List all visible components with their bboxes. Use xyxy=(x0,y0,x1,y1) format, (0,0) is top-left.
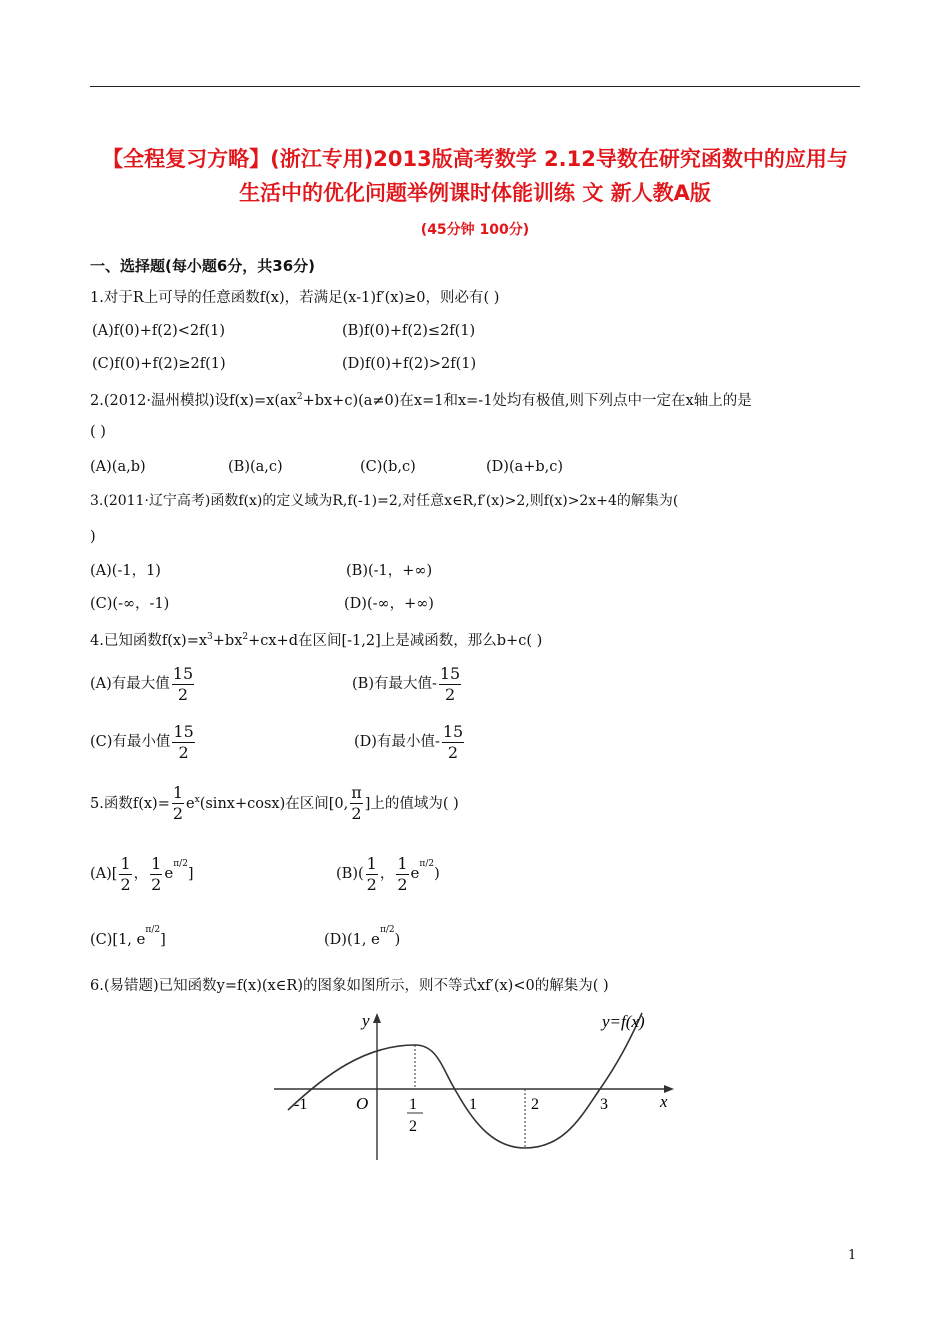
q1-stem: 1.对于R上可导的任意函数f(x)，若满足(x-1)f′(x)≥0，则必有( ) xyxy=(90,290,500,306)
q1-option-c: (C)f(0)+f(2)≥2f(1) xyxy=(92,356,226,372)
tick-label-1: 1 xyxy=(469,1096,477,1113)
x-axis-label: x xyxy=(660,1092,668,1111)
origin-label: O xyxy=(356,1094,369,1113)
q1-option-a: (A)f(0)+f(2)<2f(1) xyxy=(92,323,226,339)
q2-option-b: (B)(a,c) xyxy=(228,459,283,475)
q5-option-c: (C)[1, $e^{\pi/2}$] xyxy=(90,925,166,948)
q2-option-a: (A)(a,b) xyxy=(90,459,146,475)
q3-option-b: (B)(-1，+∞) xyxy=(346,563,433,579)
q1-option-b: (B)f(0)+f(2)≤2f(1) xyxy=(342,323,476,339)
fraction-15-over-2: $\frac{15}{2}$ xyxy=(173,721,194,762)
q3-option-c: (C)(-∞，-1) xyxy=(90,596,170,612)
q3-stem-continued: ) xyxy=(90,529,96,545)
q2-option-d: (D)(a+b,c) xyxy=(486,459,564,475)
q2-option-c: (C)(b,c) xyxy=(360,459,416,475)
q4-option-d: (D)有最小值- $\frac{15}{2}$ xyxy=(354,721,464,762)
tick-label-half-den: 2 xyxy=(409,1118,417,1135)
tick-label-2: 2 xyxy=(531,1096,539,1113)
tick-label-neg1: -1 xyxy=(294,1096,308,1113)
fraction-15-over-2: $\frac{15}{2}$ xyxy=(439,663,461,704)
subtitle: (45分钟 100分) xyxy=(420,222,530,238)
q4-option-b: (B)有最大值- $\frac{15}{2}$ xyxy=(352,663,461,704)
title-line-1: 【全程复习方略】(浙江专用)2013版高考数学 2.12导数在研究函数中的应用与 xyxy=(102,147,848,171)
q2-stem: 2.(2012·温州模拟)设$f(x)=x(ax^2+bx+c)(a\ne 0)$在x=1和x=-1处均有极值,则下列点中一定在x轴上的是 xyxy=(90,392,752,409)
tick-label-half-num: 1 xyxy=(409,1096,417,1113)
page-number: 1 xyxy=(848,1248,857,1263)
q5-option-a: (A)[ $\frac{1}{2}$ ， $\frac{1}{2}$ $e^{\pi/2}$] xyxy=(90,853,194,894)
q1-option-d: (D)f(0)+f(2)>2f(1) xyxy=(342,356,477,372)
title-line-2: 生活中的优化问题举例课时体能训练 文 新人教A版 xyxy=(239,181,711,205)
q3-option-a: (A)(-1，1) xyxy=(90,563,161,579)
y-axis-label: y xyxy=(362,1011,370,1030)
q2-stem-continued: ( ) xyxy=(90,424,106,440)
q4-stem: 4.已知函数$f(x)=x^3+bx^2+cx+d$在区间[-1,2]上是减函数，那么b+c( ) xyxy=(90,632,543,649)
q4-option-c: (C)有最小值 $\frac{15}{2}$ xyxy=(90,721,194,762)
q5-option-d: (D)(1, $e^{\pi/2}$) xyxy=(324,925,401,948)
tick-label-3: 3 xyxy=(600,1096,608,1113)
section-heading: 一、选择题(每小题6分，共36分) xyxy=(90,257,316,275)
function-graph xyxy=(270,1005,685,1165)
curve-label: y=f(x) xyxy=(602,1012,645,1031)
q5-option-b: (B)( $\frac{1}{2}$ ， $\frac{1}{2}$ $e^{\pi/2}$) xyxy=(336,853,440,894)
q6-stem: 6.(易错题)已知函数y=f(x)(x∈R)的图象如图所示，则不等式xf′(x)<0的解集为( ) xyxy=(90,978,609,994)
y-axis-arrow xyxy=(373,1013,381,1023)
function-curve xyxy=(288,1013,642,1148)
fraction-15-over-2: $\frac{15}{2}$ xyxy=(172,663,194,704)
fraction-15-over-2: $\frac{15}{2}$ xyxy=(442,721,464,762)
q5-stem: 5.函数f(x)= $\frac{1}{2}$ $e^x(\sin x+\cos x)$在区间[0, $\frac{\pi}{2}$ ]上的值域为( ) xyxy=(90,783,459,824)
q3-option-d: (D)(-∞，+∞) xyxy=(344,596,434,612)
document-title xyxy=(90,142,860,210)
q4-option-a: (A)有最大值 $\frac{15}{2}$ xyxy=(90,663,194,704)
q3-stem: 3.(2011·辽宁高考)函数f(x)的定义域为R,f(-1)=2,对任意x∈R,f′(x)>2,则f(x)>2x+4的解集为( xyxy=(90,493,679,509)
top-rule xyxy=(90,86,860,87)
